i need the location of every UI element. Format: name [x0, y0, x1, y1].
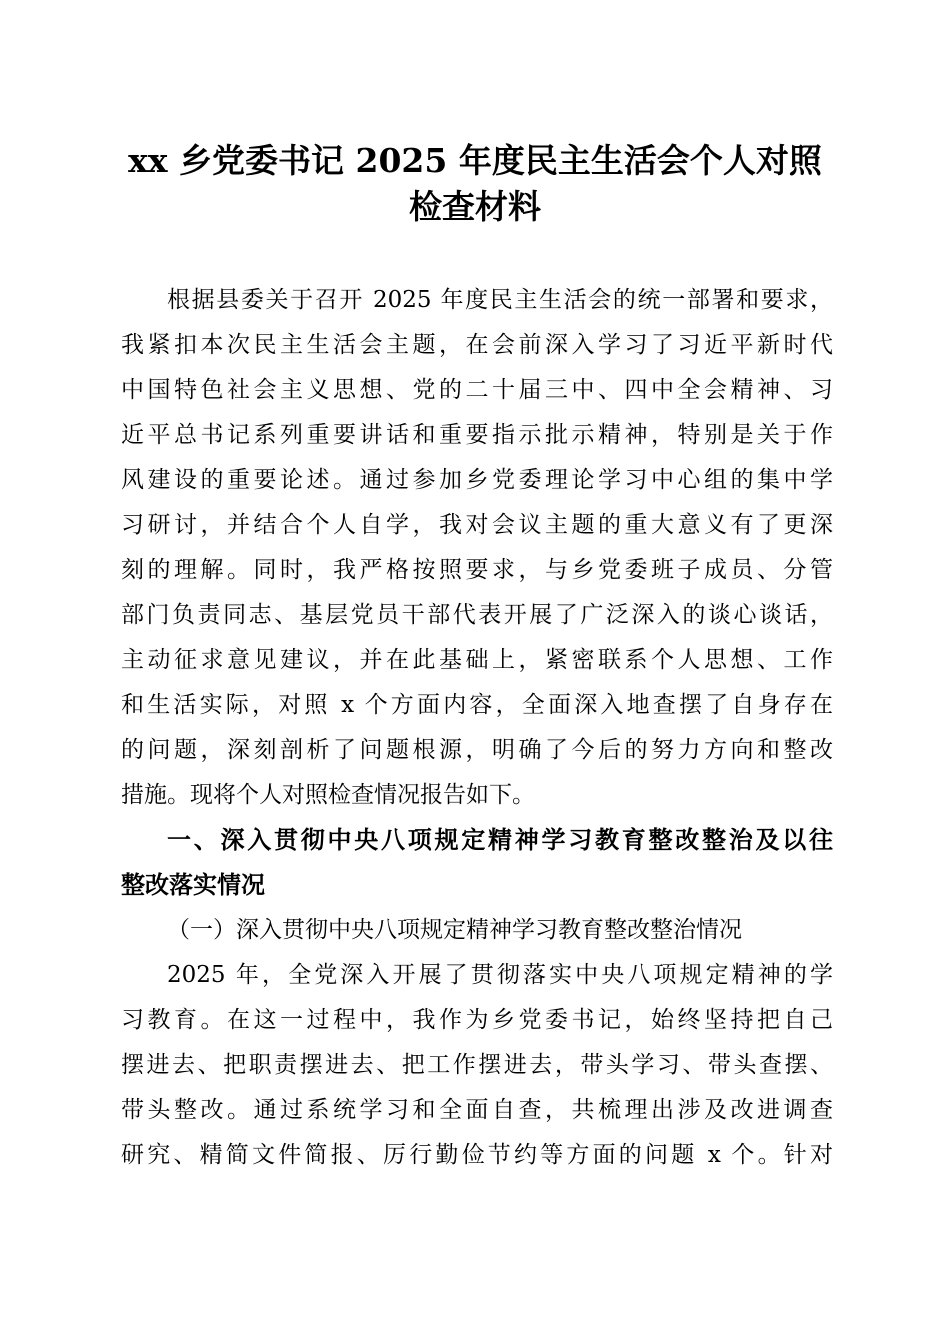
section-heading-line: 一、深入贯彻中央八项规定精神学习教育整改整治及以往 — [167, 826, 833, 854]
document-body — [121, 278, 833, 1178]
intro-line: 风建设的重要论述。通过参加乡党委理论学习中心组的集中学 — [121, 467, 833, 493]
intro-line: 的问题，深刻剖析了问题根源，明确了今后的努力方向和整改 — [121, 737, 833, 763]
section-heading-line: 整改落实情况 — [121, 871, 265, 899]
subsection-1-paragraph — [121, 953, 833, 1178]
intro-line: 措施。现将个人对照检查情况报告如下。 — [121, 782, 535, 808]
body-line: 研究、精简文件简报、厉行勤俭节约等方面的问题 x 个。针对 — [121, 1142, 833, 1168]
title-line-2: 检查材料 — [409, 187, 541, 226]
intro-line: 近平总书记系列重要讲话和重要指示批示精神，特别是关于作 — [121, 422, 833, 448]
intro-paragraph — [121, 278, 833, 818]
subsection-heading-line: （一）深入贯彻中央八项规定精神学习教育整改整治情况 — [167, 917, 742, 943]
body-line: 摆进去、把职责摆进去、把工作摆进去，带头学习、带头查摆、 — [121, 1052, 833, 1078]
intro-line: 和生活实际，对照 x 个方面内容，全面深入地查摆了自身存在 — [121, 692, 833, 718]
document-title — [100, 138, 850, 230]
intro-line: 刻的理解。同时，我严格按照要求，与乡党委班子成员、分管 — [121, 557, 833, 583]
title-line-1: xx 乡党委书记 2025 年度民主生活会个人对照 — [128, 141, 822, 180]
intro-line: 我紧扣本次民主生活会主题，在会前深入学习了习近平新时代 — [121, 332, 833, 358]
body-line: 习教育。在这一过程中，我作为乡党委书记，始终坚持把自己 — [121, 1007, 833, 1033]
intro-line: 根据县委关于召开 2025 年度民主生活会的统一部署和要求， — [167, 287, 833, 313]
intro-line: 主动征求意见建议，并在此基础上，紧密联系个人思想、工作 — [121, 647, 833, 673]
subsection-1-heading — [121, 908, 833, 953]
body-line: 带头整改。通过系统学习和全面自查，共梳理出涉及改进调查 — [121, 1097, 833, 1123]
intro-line: 习研讨，并结合个人自学，我对会议主题的重大意义有了更深 — [121, 512, 833, 538]
body-line: 2025 年，全党深入开展了贯彻落实中央八项规定精神的学 — [167, 962, 833, 988]
intro-line: 中国特色社会主义思想、党的二十届三中、四中全会精神、习 — [121, 377, 833, 403]
section-1-heading — [121, 818, 833, 908]
intro-line: 部门负责同志、基层党员干部代表开展了广泛深入的谈心谈话， — [121, 602, 833, 628]
